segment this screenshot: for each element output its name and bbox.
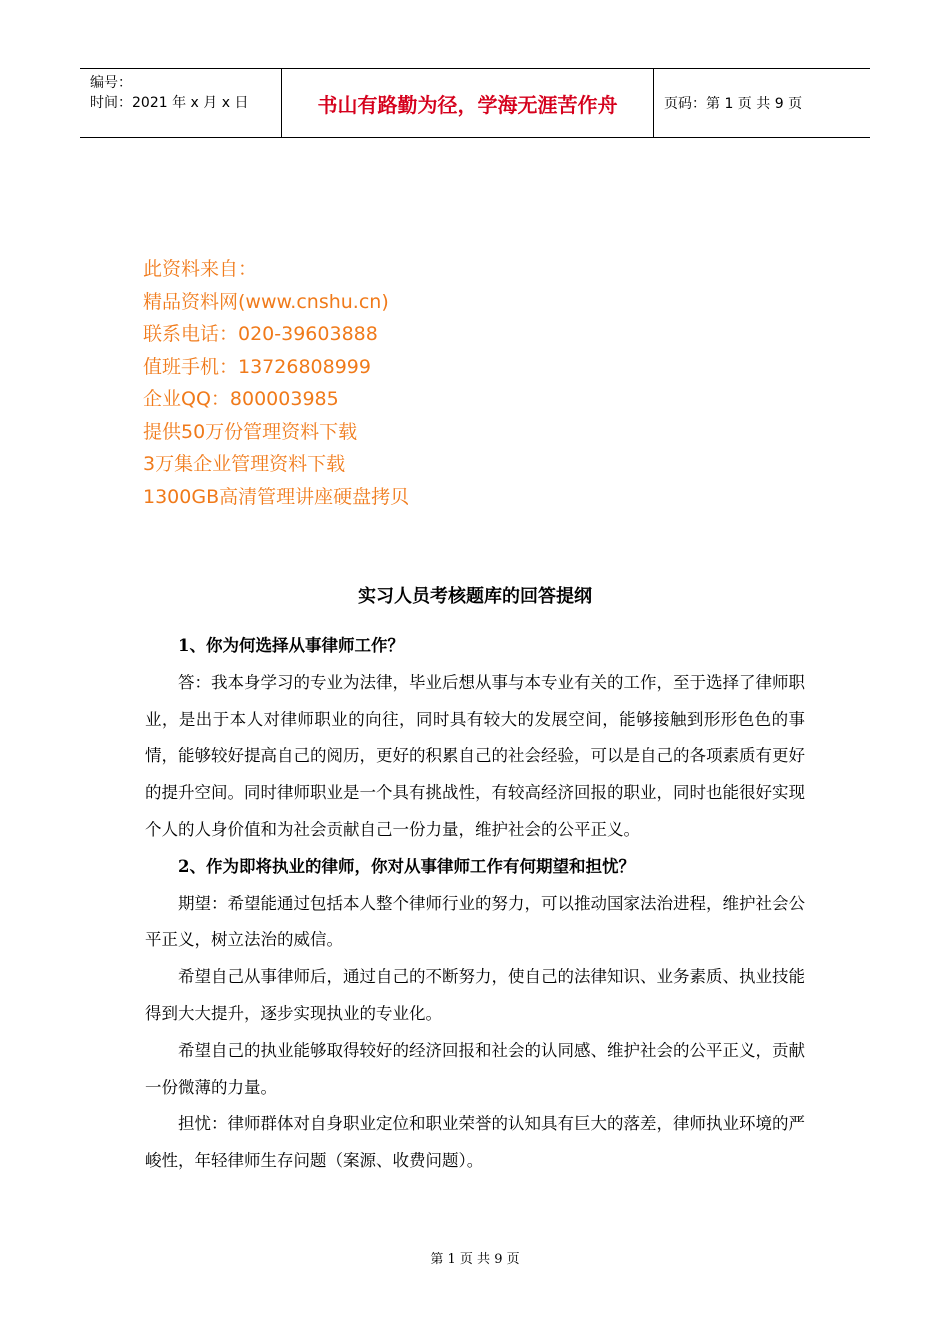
answer-paragraph: 期望：希望能通过包括本人整个律师行业的努力，可以推动国家法治进程，维护社会公平正义，树立法治的威信。	[145, 893, 805, 950]
source-info-block	[143, 253, 409, 513]
source-line: 精品资料网(www.cnshu.cn)	[143, 290, 389, 313]
page-code-cell	[654, 69, 870, 137]
motto-cell	[282, 69, 654, 137]
document-title: 实习人员考核题库的回答提纲	[358, 586, 592, 607]
page-code: 页码：第 1 页 共 9 页	[664, 96, 803, 112]
document-body	[145, 628, 805, 1180]
time-label: 时间：2021 年 x 月 x 日	[90, 95, 249, 111]
source-line: 3万集企业管理资料下载	[143, 453, 346, 475]
source-line: 1300GB高清管理讲座硬盘拷贝	[143, 485, 410, 508]
header-table	[80, 68, 870, 138]
page-footer: 第 1 页 共 9 页	[430, 1252, 520, 1267]
number-label: 编号：	[90, 75, 132, 91]
answer-paragraph: 担忧：律师群体对自身职业定位和职业荣誉的认知具有巨大的落差，律师执业环境的严峻性，年轻律师生存问题（案源、收费问题）。	[145, 1114, 805, 1171]
answer-paragraph: 答：我本身学习的专业为法律，毕业后想从事与本专业有关的工作，至于选择了律师职业，是出于本人对律师职业的向往，同时具有较大的发展空间，能够接触到形形色色的事情，能够较好提高自己的阅历，更好的积累自己的社会经验，可以是自己的各项素质有更好的提升空间。同时律师职业是一个具有挑战性，有较高经济回报的职业，同时也能很好实现个人的人身价值和为社会贡献自己一份力量，维护社会的公平正义。	[145, 672, 805, 839]
source-line: 此资料来自：	[143, 258, 258, 280]
answer-paragraph: 希望自己从事律师后，通过自己的不断努力，使自己的法律知识、业务素质、执业技能得到大大提升，逐步实现执业的专业化。	[145, 967, 805, 1023]
header-meta-cell	[80, 69, 282, 137]
source-line: 提供50万份管理资料下载	[143, 420, 358, 443]
source-line: 值班手机：13726808999	[143, 355, 371, 378]
question-heading: 2、作为即将执业的律师，你对从事律师工作有何期望和担忧？	[178, 856, 635, 876]
source-line: 联系电话：020-39603888	[143, 323, 378, 345]
answer-paragraph: 希望自己的执业能够取得较好的经济回报和社会的认同感、维护社会的公平正义，贡献一份微薄的力量。	[145, 1040, 805, 1097]
source-line: 企业QQ：800003985	[143, 388, 339, 410]
question-heading: 1、你为何选择从事律师工作？	[178, 636, 404, 655]
motto: 书山有路勤为径，学海无涯苦作舟	[317, 92, 618, 117]
